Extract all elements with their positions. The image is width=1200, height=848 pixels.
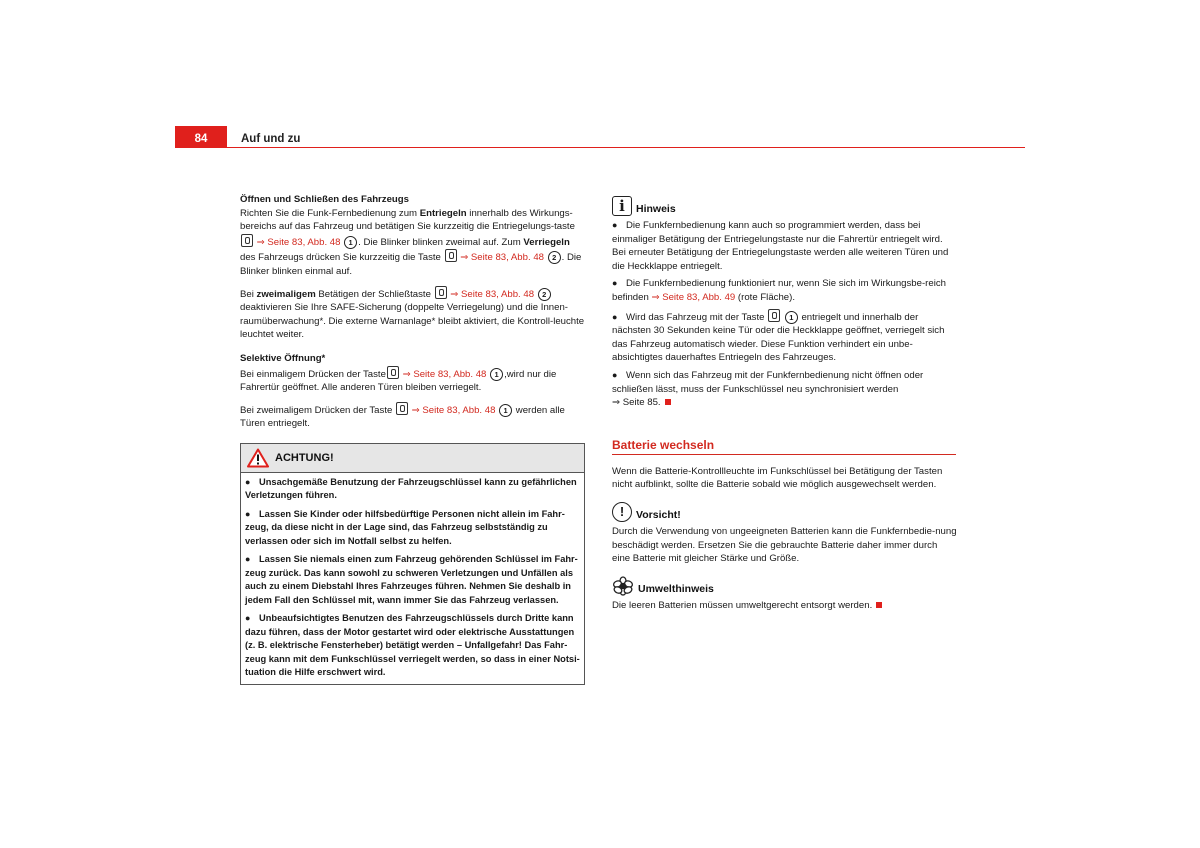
page-reference-link[interactable]: ⇒ Seite 83, Abb. 48 [402, 368, 487, 380]
key-lock-icon [445, 249, 457, 262]
environment-title: Umwelthinweis [638, 582, 714, 595]
callout-number: 2 [548, 251, 561, 264]
note-item: ● Wenn sich das Fahrzeug mit der Funkfernbedienung nicht öffnen oder schließen lässt, muss der Funkschlüssel neu synchronisiert werden ⇒ Seite 85. [612, 369, 924, 409]
warning-triangle-icon [247, 448, 269, 468]
warning-item: ● Lassen Sie Kinder oder hilfsbedürftige Personen nicht allein im Fahr-zeug, da diese nicht in der Lage sind, das Fahrzeug selbstständig zu verlassen oder sich im Notfall selbst zu helfen. [245, 508, 565, 546]
note-item: ● Die Funkfernbedienung funktioniert nur, wenn Sie sich im Wirkungsbe-reich befinden ⇒ Seite 83, Abb. 49 (rote Fläche). [612, 278, 946, 303]
caution-header [612, 502, 957, 522]
warning-item: ● Unbeaufsichtigtes Benutzen des Fahrzeugschlüssels durch Dritte kann dazu führen, dass der Motor gestartet wird oder elektrische Ausstattungen (z. B. elektrische Fensterheber) betätigt werden – Unfallgefahr! Das Fahr-zeug kann mit dem Funkschlüssel verriegelt werden, so dass in einer Notsi-tuation die Hilfe erschwert wird. [245, 613, 580, 678]
info-icon: i [612, 196, 632, 216]
page-reference-link[interactable]: ⇒ Seite 85. [612, 397, 661, 409]
section-title-battery: Batterie wechseln [612, 438, 956, 455]
paragraph-selective-once: Bei einmaligem Drücken der Taste ⇒ Seite 83, Abb. 48 1 ,wird nur die Fahrertür geöffnet. Alle anderen Türen bleiben verriegelt. [240, 366, 585, 395]
paragraph-environment: Die leeren Batterien müssen umweltgerecht entsorgt werden. [612, 599, 957, 613]
left-column [240, 193, 585, 685]
note-item: ● Wird das Fahrzeug mit der Taste 1 entriegelt und innerhalb der nächsten 30 Sekunden keine Tür oder die Heckklappe geöffnet, verriegelt sich das Fahrzeug automatisch wieder. Diese Funktion verhindert ein unbe-absichtigtes dauerhaftes Entriegeln des Fahrzeuges. [612, 309, 957, 365]
end-marker-icon [876, 602, 882, 608]
callout-number: 1 [499, 404, 512, 417]
page-reference-link[interactable]: ⇒ Seite 83, Abb. 48 [256, 236, 341, 248]
key-lock-icon [435, 286, 447, 299]
environment-flower-icon [612, 576, 634, 596]
key-unlock-icon [396, 402, 408, 415]
callout-number: 2 [538, 288, 551, 301]
paragraph-double-lock: Bei zweimaligem Betätigen der Schließtaste ⇒ Seite 83, Abb. 48 2 deaktivieren Sie Ihre SAFE-Sicherung (doppelte Verriegelung) und die Innen-raumüberwachung*. Die externe Warnanlage* bleibt aktiviert, die Kontroll-leuchte leuchtet weiter. [240, 286, 585, 342]
attention-icon: ! [612, 502, 632, 522]
page-reference-link[interactable]: ⇒ Seite 83, Abb. 48 [460, 252, 544, 264]
note-item: ● Die Funkfernbedienung kann auch so programmiert werden, dass bei einmaliger Betätigung der Entriegelungstaste nur die Fahrertür entriegelt wird. Bei erneuter Betätigung der Entriegelungstaste werden alle weiteren Türen und die Heckklappe entriegelt. [612, 220, 949, 272]
note-header [612, 196, 957, 216]
chapter-title: Auf und zu [241, 133, 301, 145]
caution-title: Vorsicht! [636, 508, 681, 521]
callout-number: 1 [490, 368, 503, 381]
warning-item: ● Lassen Sie niemals einen zum Fahrzeug gehörenden Schlüssel im Fahr-zeug zurück. Das kann sowohl zu schweren Verletzungen und Unfällen als auch zu einem Diebstahl Ihres Fahrzeuges führen. Nehmen Sie deshalb in jedem Fall den Schlüssel mit, wann immer Sie das Fahrzeug verlassen. [245, 554, 578, 605]
page-number: 84 [175, 126, 227, 148]
page-reference-link[interactable]: ⇒ Seite 83, Abb. 49 [651, 291, 736, 303]
key-unlock-icon [241, 234, 253, 247]
warning-header [241, 444, 584, 473]
right-column [612, 196, 957, 612]
warning-item: ● Unsachgemäße Benutzung der Fahrzeugschlüssel kann zu gefährlichen Verletzungen führen. [245, 476, 577, 501]
paragraph-battery: Wenn die Batterie-Kontrollleuchte im Funkschlüssel bei Betätigung der Tasten nicht aufblinkt, sollte die Batterie sobald wie möglich ausgewechselt werden. [612, 465, 943, 491]
key-unlock-icon [387, 366, 399, 379]
callout-number: 1 [344, 236, 357, 249]
paragraph-caution: Durch die Verwendung von ungeeigneten Batterien kann die Funkfernbedie-nung beschädigt werden. Ersetzen Sie die gebrauchte Batterie daher immer durch eine Batterie mit gleicher Stärke und Größe. [612, 525, 957, 565]
page-reference-link[interactable]: ⇒ Seite 83, Abb. 48 [411, 404, 496, 416]
note-title: Hinweis [636, 203, 676, 215]
paragraph-remote: Richten Sie die Funk-Fernbedienung zum Entriegeln innerhalb des Wirkungs-bereichs auf das Fahrzeug und betätigen Sie kurzzeitig die Entriegelungs-taste ⇒ Seite 83, Abb. 48 1 . Die Blinker blinken zweimal auf. Zum Verriegeln des Fahrzeugs drücken Sie kurzzeitig die Taste ⇒ Seite 83, Abb. 48 2 . Die Blinker blinken einmal auf. [240, 207, 582, 277]
key-unlock-icon [768, 309, 780, 322]
paragraph-selective-twice: Bei zweimaligem Drücken der Taste ⇒ Seite 83, Abb. 48 1 werden alle Türen entriegelt. [240, 402, 585, 431]
warning-box [240, 443, 585, 685]
page-reference-link[interactable]: ⇒ Seite 83, Abb. 48 [450, 288, 535, 300]
warning-title: ACHTUNG! [275, 451, 334, 464]
callout-number: 1 [785, 311, 798, 324]
environment-header [612, 576, 957, 596]
end-marker-icon [665, 399, 671, 405]
section-title-open-close: Öffnen und Schließen des Fahrzeugs [240, 194, 409, 205]
section-title-selective: Selektive Öffnung* [240, 352, 326, 364]
warning-body [241, 473, 584, 684]
header-rule [227, 147, 1025, 148]
